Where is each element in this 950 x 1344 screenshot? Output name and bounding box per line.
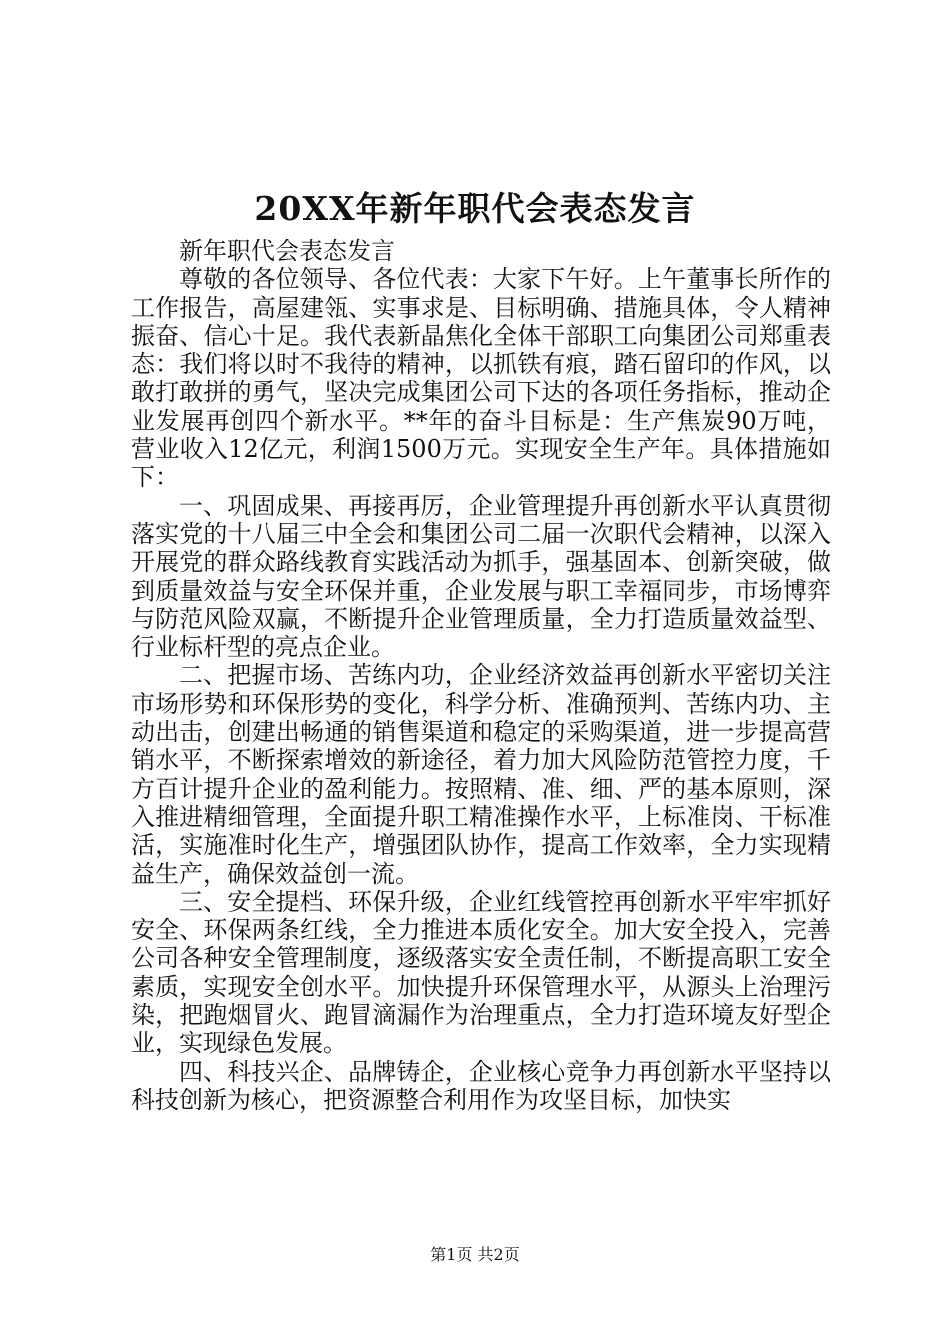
paragraph-section-1: 一、巩固成果、再接再厉，企业管理提升再创新水平认真贯彻落实党的十八届三中全会和集团公司二届一次职代会精神，以深入开展党的群众路线教育实践活动为抓手，强基固本、创新突破，做到质量效益与安全环保并重，企业发展与职工幸福同步，市场博弈与防范风险双赢，不断提升企业管理质量，全力打造质量效益型、行业标杆型的亮点企业。	[131, 491, 831, 662]
paragraph-section-2: 二、把握市场、苦练内功，企业经济效益再创新水平密切关注市场形势和环保形势的变化，科学分析、准确预判、苦练内功、主动出击，创建出畅通的销售渠道和稳定的采购渠道，进一步提高营销水平，不断探索增效的新途径，着力加大风险防范管控力度，千方百计提升企业的盈利能力。按照精、准、细、严的基本原则，深入推进精细管理，全面提升职工精准操作水平，上标准岗、干标准活，实施准时化生产，增强团队协作，提高工作效率，全力实现精益生产，确保效益创一流。	[131, 661, 831, 888]
paragraph-subtitle: 新年职代会表态发言	[179, 237, 395, 265]
page-footer: 第1页 共2页	[430, 1245, 520, 1264]
document-body	[131, 237, 831, 1114]
paragraph-section-4: 四、科技兴企、品牌铸企，企业核心竞争力再创新水平坚持以科技创新为核心，把资源整合利用作为攻坚目标，加快实	[131, 1057, 831, 1114]
document-title: 20XX年新年职代会表态发言	[254, 189, 696, 228]
paragraph-greeting: 尊敬的各位领导、各位代表：大家下午好。上午董事长所作的工作报告，高屋建瓴、实事求是、目标明确、措施具体，令人精神振奋、信心十足。我代表新晶焦化全体干部职工向集团公司郑重表态：我们将以时不我待的精神，以抓铁有痕，踏石留印的作风，以敢打敢拼的勇气，坚决完成集团公司下达的各项任务指标，推动企业发展再创四个新水平。**年的奋斗目标是：生产焦炭90万吨，营业收入12亿元，利润1500万元。实现安全生产年。具体措施如下：	[131, 265, 831, 492]
paragraph-section-3: 三、安全提档、环保升级，企业红线管控再创新水平牢牢抓好安全、环保两条红线，全力推进本质化安全。加大安全投入，完善公司各种安全管理制度，逐级落实安全责任制，不断提高职工安全素质，实现安全创水平。加快提升环保管理水平，从源头上治理污染，把跑烟冒火、跑冒滴漏作为治理重点，全力打造环境友好型企业，实现绿色发展。	[131, 887, 831, 1058]
